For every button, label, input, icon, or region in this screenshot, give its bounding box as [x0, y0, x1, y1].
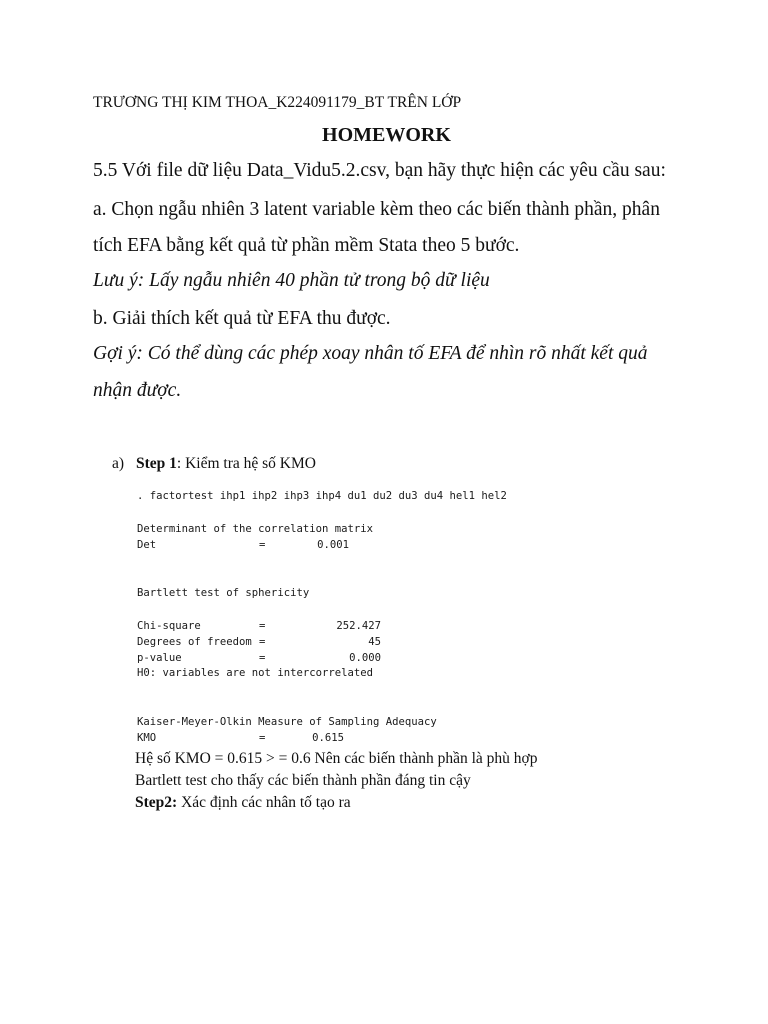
- step2-label: Step2:: [135, 794, 178, 811]
- dof-row: [137, 636, 381, 648]
- kmo-label: KMO: [137, 732, 157, 744]
- kmo-eq: =: [259, 732, 266, 744]
- task-hint-line2: nhận được.: [93, 380, 182, 401]
- list-marker: a): [112, 455, 125, 472]
- pvalue-eq: =: [259, 652, 266, 664]
- det-eq: =: [259, 539, 266, 551]
- author-line: TRƯƠNG THỊ KIM THOA_K224091179_BT TRÊN LỚP: [93, 94, 462, 111]
- dof-value: 45: [368, 636, 381, 648]
- det-label: Det: [137, 539, 157, 551]
- stata-command: . factortest ihp1 ihp2 ihp3 ihp4 du1 du2 du3 du4 hel1 hel2: [137, 490, 507, 502]
- pvalue-value: 0.000: [349, 652, 381, 664]
- dof-eq: =: [259, 636, 266, 648]
- page-title: HOMEWORK: [322, 124, 451, 146]
- task-b-line: b. Giải thích kết quả từ EFA thu được.: [93, 308, 391, 329]
- chi-row: [137, 620, 381, 632]
- task-a-line1: a. Chọn ngẫu nhiên 3 latent variable kèm theo các biến thành phần, phân: [93, 199, 660, 220]
- step1-label: Step 1: [136, 455, 177, 472]
- kmo-heading: Kaiser-Meyer-Olkin Measure of Sampling Adequacy: [137, 716, 437, 728]
- step2-text: Xác định các nhân tố tạo ra: [177, 794, 351, 811]
- pvalue-row: [137, 652, 381, 664]
- det-value: 0.001: [317, 539, 349, 551]
- bartlett-heading: Bartlett test of sphericity: [137, 587, 310, 599]
- chi-label: Chi-square: [137, 620, 201, 632]
- chi-eq: =: [259, 620, 266, 632]
- step1-text: : Kiểm tra hệ số KMO: [176, 455, 316, 472]
- det-row: [137, 539, 349, 551]
- kmo-row: [137, 732, 344, 744]
- det-heading: Determinant of the correlation matrix: [137, 523, 373, 535]
- bartlett-conclusion: Bartlett test cho thấy các biến thành phần đáng tin cậy: [135, 772, 471, 789]
- task-hint-line1: Gợi ý: Có thể dùng các phép xoay nhân tố EFA để nhìn rõ nhất kết quả: [93, 343, 648, 364]
- h0-line: H0: variables are not intercorrelated: [137, 667, 373, 679]
- step1-heading: [112, 455, 316, 473]
- task-intro: 5.5 Với file dữ liệu Data_Vidu5.2.csv, bạn hãy thực hiện các yêu cầu sau:: [93, 160, 666, 181]
- dof-label: Degrees of freedom: [137, 636, 252, 648]
- pvalue-label: p-value: [137, 652, 182, 664]
- step2-heading: [135, 794, 351, 812]
- kmo-value: 0.615: [312, 732, 344, 744]
- chi-value: 252.427: [336, 620, 381, 632]
- task-note: Lưu ý: Lấy ngẫu nhiên 40 phần tử trong bộ dữ liệu: [93, 270, 490, 291]
- kmo-conclusion: Hệ số KMO = 0.615 > = 0.6 Nên các biến thành phần là phù hợp: [135, 750, 538, 767]
- task-a-line2: tích EFA bằng kết quả từ phần mềm Stata theo 5 bước.: [93, 235, 520, 256]
